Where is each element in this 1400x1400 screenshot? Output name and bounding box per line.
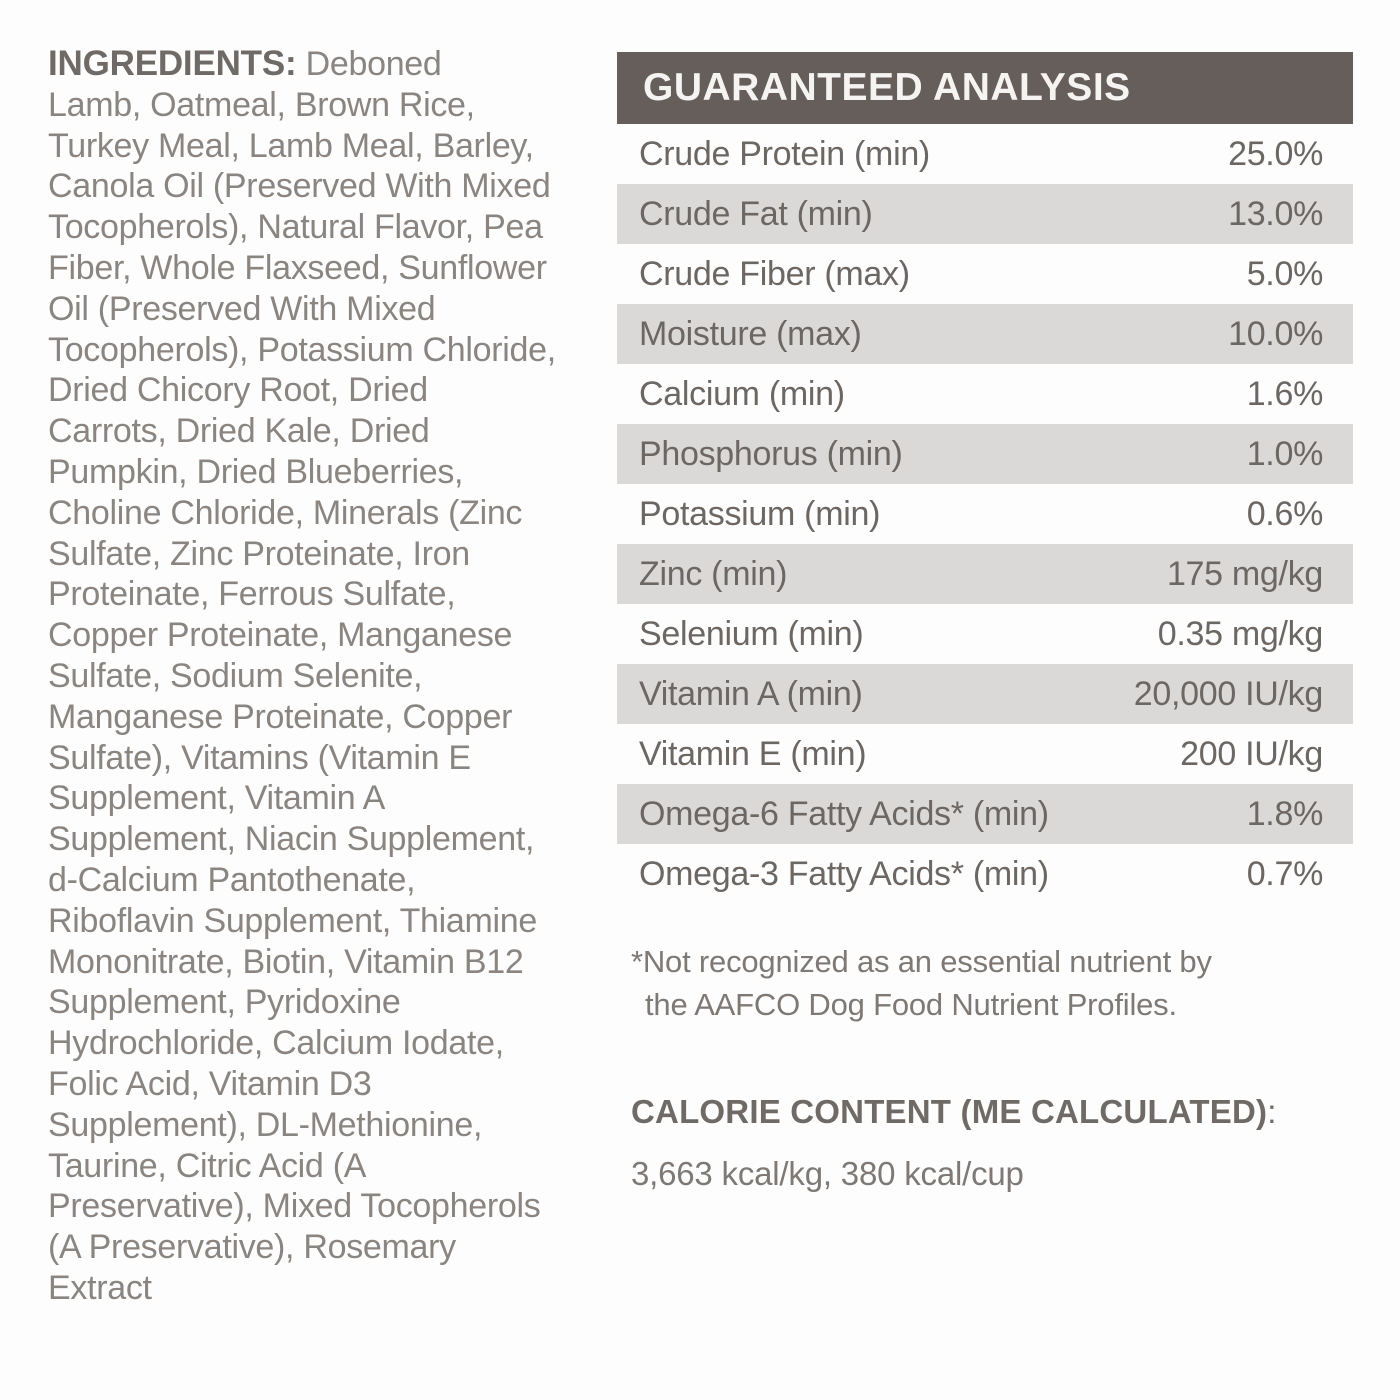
- analysis-row: [617, 424, 1353, 484]
- analysis-row-label: Crude Fat (min): [639, 194, 873, 233]
- analysis-row-label: Crude Protein (min): [639, 134, 930, 173]
- ingredients-text-line: Manganese Proteinate, Copper: [48, 697, 513, 736]
- ingredients-text-line: Supplement, Vitamin A: [48, 779, 386, 818]
- ingredients-section: [48, 44, 608, 1309]
- ingredients-text-line: Pumpkin, Dried Blueberries,: [48, 452, 464, 491]
- ingredients-text-line: Tocopherols), Potassium Chloride,: [48, 330, 556, 369]
- ingredients-text-line: Tocopherols), Natural Flavor, Pea: [48, 208, 543, 247]
- ingredients-text-line: Supplement, Niacin Supplement,: [48, 820, 535, 859]
- analysis-row: [617, 124, 1353, 184]
- ingredients-text-line: Supplement, Pyridoxine: [48, 983, 401, 1022]
- analysis-row-value: 20,000 IU/kg: [1133, 674, 1323, 713]
- ingredients-text-line: Hydrochloride, Calcium Iodate,: [48, 1024, 504, 1063]
- analysis-row-label: Selenium (min): [639, 614, 864, 653]
- aafco-footnote-line: the AAFCO Dog Food Nutrient Profiles.: [645, 987, 1177, 1022]
- ingredients-text-line: Carrots, Dried Kale, Dried: [48, 412, 430, 451]
- calorie-values: 3,663 kcal/kg, 380 kcal/cup: [631, 1155, 1024, 1192]
- analysis-row-value: 13.0%: [1228, 194, 1323, 233]
- analysis-row: [617, 244, 1353, 304]
- ingredients-text-line: Choline Chloride, Minerals (Zinc: [48, 493, 523, 532]
- ingredients-heading: INGREDIENTS:: [48, 44, 297, 83]
- analysis-row-value: 25.0%: [1228, 134, 1323, 173]
- ingredients-text-line: d-Calcium Pantothenate,: [48, 860, 416, 899]
- analysis-row-value: 1.8%: [1246, 794, 1323, 833]
- ingredients-text-line: Riboflavin Supplement, Thiamine: [48, 901, 538, 940]
- analysis-row: [617, 664, 1353, 724]
- ingredients-text-line: Lamb, Oatmeal, Brown Rice,: [48, 85, 475, 124]
- ingredients-text-line: (A Preservative), Rosemary: [48, 1228, 456, 1267]
- ingredients-text-line: Turkey Meal, Lamb Meal, Barley,: [48, 126, 534, 165]
- analysis-row-label: Omega-3 Fatty Acids* (min): [639, 854, 1049, 893]
- guaranteed-analysis-table: [617, 124, 1353, 904]
- analysis-row-value: 0.7%: [1246, 854, 1323, 893]
- analysis-row: [617, 184, 1353, 244]
- analysis-row-label: Phosphorus (min): [639, 434, 903, 473]
- ingredients-text-line: Supplement), DL-Methionine,: [48, 1105, 483, 1144]
- analysis-row-label: Crude Fiber (max): [639, 254, 910, 293]
- analysis-row-label: Vitamin A (min): [639, 674, 863, 713]
- ingredients-text-line: Sulfate), Vitamins (Vitamin E: [48, 738, 471, 777]
- guaranteed-analysis-header: [617, 52, 1353, 124]
- analysis-row-value: 5.0%: [1246, 254, 1323, 293]
- analysis-row-value: 0.6%: [1246, 494, 1323, 533]
- ingredients-text-line: Mononitrate, Biotin, Vitamin B12: [48, 942, 524, 981]
- analysis-row: [617, 364, 1353, 424]
- analysis-row-value: 1.0%: [1246, 434, 1323, 473]
- ingredients-text-line: Proteinate, Ferrous Sulfate,: [48, 575, 456, 614]
- analysis-row-value: 200 IU/kg: [1180, 734, 1323, 773]
- analysis-row-label: Zinc (min): [639, 554, 788, 593]
- analysis-row: [617, 604, 1353, 664]
- analysis-row-value: 10.0%: [1228, 314, 1323, 353]
- analysis-row-value: 175 mg/kg: [1166, 554, 1323, 593]
- calorie-content-section: [617, 1090, 1353, 1193]
- analysis-row: [617, 724, 1353, 784]
- analysis-row-value: 1.6%: [1246, 374, 1323, 413]
- analysis-row: [617, 844, 1353, 904]
- ingredients-text-line: Taurine, Citric Acid (A: [48, 1146, 367, 1185]
- analysis-row: [617, 304, 1353, 364]
- calorie-content-title-line: [631, 1090, 1353, 1141]
- guaranteed-analysis-section: [617, 52, 1353, 1193]
- analysis-row: [617, 484, 1353, 544]
- ingredients-text-line: Dried Chicory Root, Dried: [48, 371, 428, 410]
- calorie-content-colon: :: [1267, 1093, 1277, 1130]
- calorie-content-title: CALORIE CONTENT (ME CALCULATED): [631, 1093, 1268, 1130]
- ingredients-text-line: Sulfate, Zinc Proteinate, Iron: [48, 534, 470, 573]
- ingredients-first-line: [48, 44, 608, 85]
- ingredients-text-line: Copper Proteinate, Manganese: [48, 616, 513, 655]
- ingredients-text-line: Preservative), Mixed Tocopherols: [48, 1187, 541, 1226]
- ingredients-text-line: Sulfate, Sodium Selenite,: [48, 656, 423, 695]
- ingredients-first-line-text: Deboned: [305, 45, 442, 83]
- aafco-footnote: [617, 940, 1353, 1026]
- ingredients-text-line: Extract: [48, 1268, 152, 1307]
- ingredients-text-line: Fiber, Whole Flaxseed, Sunflower: [48, 248, 547, 287]
- analysis-row: [617, 544, 1353, 604]
- guaranteed-analysis-title: GUARANTEED ANALYSIS: [643, 66, 1131, 109]
- analysis-row-label: Calcium (min): [639, 374, 845, 413]
- analysis-row-value: 0.35 mg/kg: [1157, 614, 1323, 653]
- aafco-footnote-line: *Not recognized as an essential nutrient by: [631, 944, 1212, 979]
- ingredients-text-line: Folic Acid, Vitamin D3: [48, 1064, 372, 1103]
- analysis-row-label: Omega-6 Fatty Acids* (min): [639, 794, 1049, 833]
- ingredients-text-line: Canola Oil (Preserved With Mixed: [48, 167, 551, 206]
- analysis-row-label: Moisture (max): [639, 314, 862, 353]
- ingredients-lines: [48, 85, 608, 1309]
- analysis-row-label: Vitamin E (min): [639, 734, 867, 773]
- ingredients-text-line: Oil (Preserved With Mixed: [48, 289, 436, 328]
- analysis-row-label: Potassium (min): [639, 494, 881, 533]
- analysis-row: [617, 784, 1353, 844]
